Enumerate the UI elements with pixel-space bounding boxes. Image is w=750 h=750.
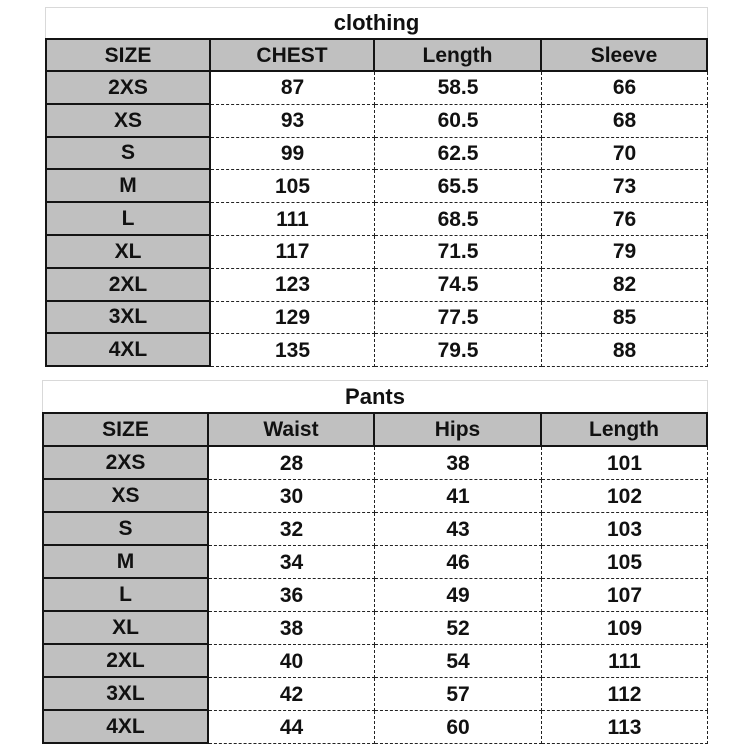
pants-table-title: Pants xyxy=(42,380,708,412)
measurement-cell: 76 xyxy=(542,203,708,236)
measurement-cell: 68 xyxy=(542,105,708,138)
measurement-cell: 123 xyxy=(211,269,375,302)
pants-size-table xyxy=(42,380,708,744)
measurement-cell: 71.5 xyxy=(375,236,542,269)
size-label: 4XL xyxy=(42,711,209,744)
measurement-cell: 111 xyxy=(542,645,708,678)
size-label: XL xyxy=(45,236,211,269)
measurement-cell: 65.5 xyxy=(375,170,542,203)
measurement-cell: 135 xyxy=(211,334,375,367)
measurement-cell: 85 xyxy=(542,302,708,335)
size-label: XL xyxy=(42,612,209,645)
measurement-cell: 129 xyxy=(211,302,375,335)
size-label: 2XS xyxy=(42,447,209,480)
size-label: 3XL xyxy=(45,302,211,335)
measurement-cell: 88 xyxy=(542,334,708,367)
size-label: 2XS xyxy=(45,72,211,105)
clothing-size-table xyxy=(45,7,708,367)
size-label: 4XL xyxy=(45,334,211,367)
measurement-cell: 66 xyxy=(542,72,708,105)
size-label: M xyxy=(42,546,209,579)
measurement-cell: 117 xyxy=(211,236,375,269)
measurement-cell: 60.5 xyxy=(375,105,542,138)
measurement-cell: 34 xyxy=(209,546,375,579)
column-header-hips: Hips xyxy=(373,412,542,447)
column-header-chest: CHEST xyxy=(209,38,375,72)
column-header-length: Length xyxy=(540,412,708,447)
measurement-cell: 38 xyxy=(209,612,375,645)
measurement-cell: 36 xyxy=(209,579,375,612)
measurement-cell: 87 xyxy=(211,72,375,105)
measurement-cell: 62.5 xyxy=(375,138,542,171)
measurement-cell: 70 xyxy=(542,138,708,171)
measurement-cell: 60 xyxy=(375,711,542,744)
measurement-cell: 32 xyxy=(209,513,375,546)
measurement-cell: 102 xyxy=(542,480,708,513)
measurement-cell: 105 xyxy=(211,170,375,203)
measurement-cell: 30 xyxy=(209,480,375,513)
measurement-cell: 101 xyxy=(542,447,708,480)
measurement-cell: 93 xyxy=(211,105,375,138)
measurement-cell: 109 xyxy=(542,612,708,645)
measurement-cell: 58.5 xyxy=(375,72,542,105)
measurement-cell: 43 xyxy=(375,513,542,546)
column-header-size: SIZE xyxy=(42,412,209,447)
clothing-table-title: clothing xyxy=(45,7,708,38)
size-label: XS xyxy=(45,105,211,138)
measurement-cell: 105 xyxy=(542,546,708,579)
size-label: 2XL xyxy=(45,269,211,302)
measurement-cell: 82 xyxy=(542,269,708,302)
clothing-grid xyxy=(45,38,708,367)
measurement-cell: 52 xyxy=(375,612,542,645)
measurement-cell: 41 xyxy=(375,480,542,513)
measurement-cell: 42 xyxy=(209,678,375,711)
measurement-cell: 57 xyxy=(375,678,542,711)
measurement-cell: 113 xyxy=(542,711,708,744)
size-label: L xyxy=(42,579,209,612)
column-header-waist: Waist xyxy=(207,412,375,447)
measurement-cell: 40 xyxy=(209,645,375,678)
column-header-size: SIZE xyxy=(45,38,211,72)
measurement-cell: 111 xyxy=(211,203,375,236)
measurement-cell: 73 xyxy=(542,170,708,203)
measurement-cell: 103 xyxy=(542,513,708,546)
size-label: M xyxy=(45,170,211,203)
measurement-cell: 112 xyxy=(542,678,708,711)
pants-grid xyxy=(42,412,708,744)
measurement-cell: 107 xyxy=(542,579,708,612)
size-label: S xyxy=(45,138,211,171)
measurement-cell: 79.5 xyxy=(375,334,542,367)
measurement-cell: 74.5 xyxy=(375,269,542,302)
size-label: S xyxy=(42,513,209,546)
measurement-cell: 79 xyxy=(542,236,708,269)
measurement-cell: 99 xyxy=(211,138,375,171)
size-label: 3XL xyxy=(42,678,209,711)
measurement-cell: 38 xyxy=(375,447,542,480)
size-label: XS xyxy=(42,480,209,513)
measurement-cell: 77.5 xyxy=(375,302,542,335)
measurement-cell: 54 xyxy=(375,645,542,678)
size-label: 2XL xyxy=(42,645,209,678)
measurement-cell: 44 xyxy=(209,711,375,744)
column-header-sleeve: Sleeve xyxy=(540,38,708,72)
measurement-cell: 46 xyxy=(375,546,542,579)
size-label: L xyxy=(45,203,211,236)
measurement-cell: 49 xyxy=(375,579,542,612)
measurement-cell: 28 xyxy=(209,447,375,480)
column-header-length: Length xyxy=(373,38,542,72)
measurement-cell: 68.5 xyxy=(375,203,542,236)
